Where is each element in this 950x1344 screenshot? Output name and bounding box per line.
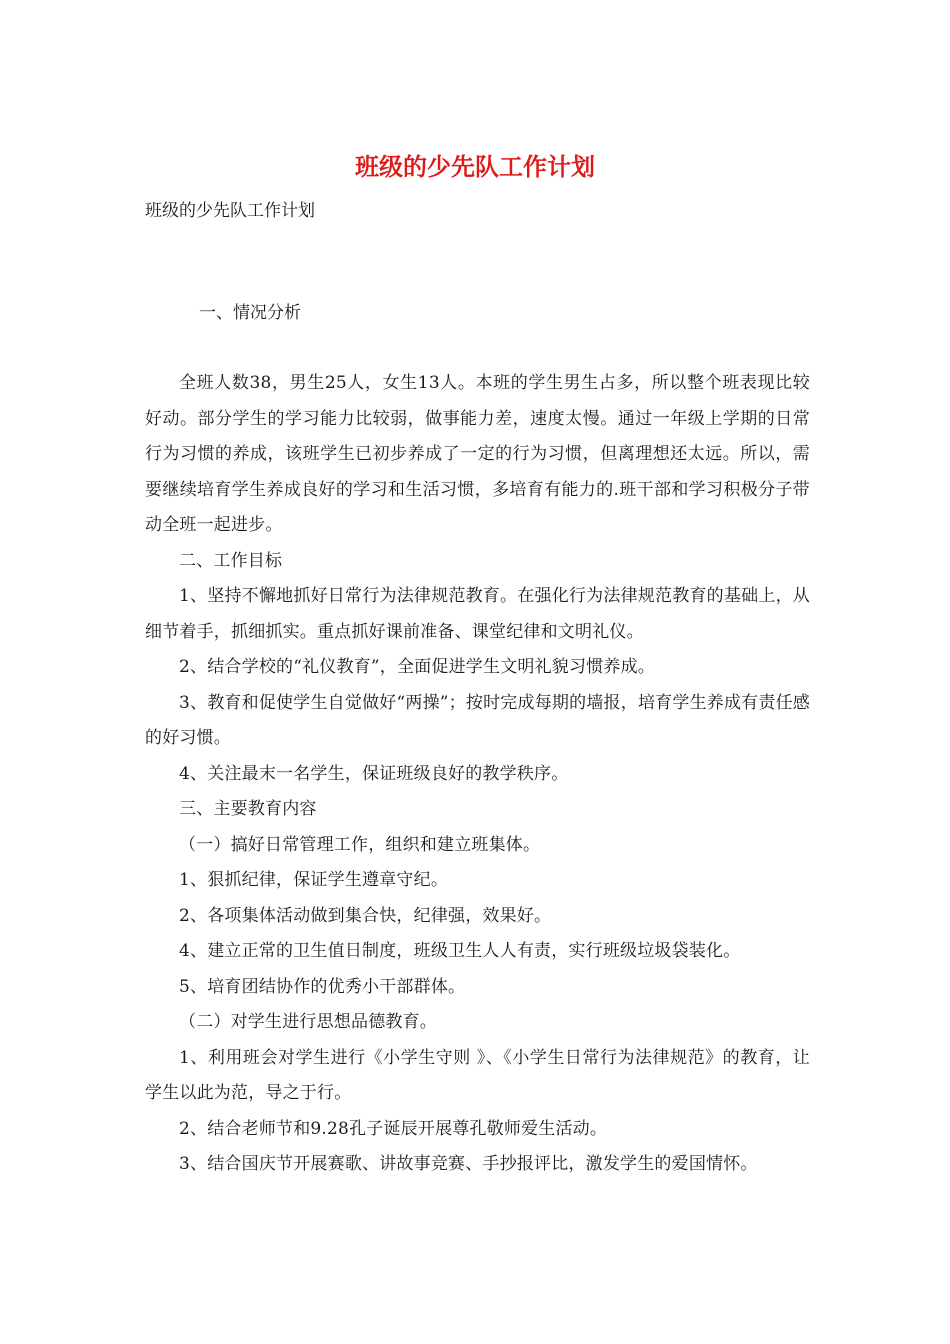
section-heading-goals: 二、工作目标: [179, 550, 283, 571]
management-item-4: 4、建立正常的卫生值日制度，班级卫生人人有责，实行班级垃圾袋装化。: [179, 941, 741, 961]
subsection-heading-moral: （二）对学生进行思想品德教育。: [179, 1012, 437, 1032]
goal-item-4: 4、关注最末一名学生，保证班级良好的教学秩序。: [179, 763, 569, 784]
section-heading-content: 三、主要教育内容: [179, 799, 317, 819]
document-body: [145, 366, 810, 1183]
moral-item-1: 1、利用班会对学生进行《小学生守则 》、《小学生日常行为法律规范》的教育，让学生以此为范，导之于行。: [145, 1047, 810, 1103]
goal-item-1: 1、坚持不懈地抓好日常行为法律规范教育。在强化行为法律规范教育的基础上，从细节着手，抓细抓实。重点抓好课前准备、课堂纪律和文明礼仪。: [145, 586, 810, 642]
goal-item-3: 3、教育和促使学生自觉做好“两操”；按时完成每期的墙报，培育学生养成有责任感的好习惯。: [145, 692, 810, 748]
management-item-5: 5、培育团结协作的优秀小干部群体。: [179, 976, 466, 997]
subsection-heading-management: （一）搞好日常管理工作，组织和建立班集体。: [179, 834, 541, 855]
management-item-2: 2、各项集体活动做到集合快，纪律强，效果好。: [179, 905, 552, 926]
paragraph-analysis: 全班人数38，男生25人，女生13人。本班的学生男生占多，所以整个班表现比较好动。部分学生的学习能力比较弱，做事能力差，速度太慢。通过一年级上学期的日常行为习惯的养成，该班学生已初步养成了一定的行为习惯，但离理想还太远。所以，需要继续培育学生养成良好的学习和生活习惯，多培育有能力的.班干部和学习积极分子带动全班一起进步。: [145, 373, 810, 535]
document-subtitle: 班级的少先队工作计划: [145, 201, 315, 221]
management-item-1: 1、狠抓纪律，保证学生遵章守纪。: [179, 870, 449, 890]
section-heading-analysis: 一、情况分析: [199, 303, 301, 323]
moral-item-3: 3、结合国庆节开展赛歌、讲故事竞赛、手抄报评比，激发学生的爱国情怀。: [179, 1154, 758, 1174]
goal-item-2: 2、结合学校的“礼仪教育”，全面促进学生文明礼貌习惯养成。: [179, 657, 655, 677]
document-title: 班级的少先队工作计划: [355, 152, 595, 181]
moral-item-2: 2、结合老师节和9.28孔子诞辰开展尊孔敬师爱生活动。: [179, 1118, 608, 1139]
